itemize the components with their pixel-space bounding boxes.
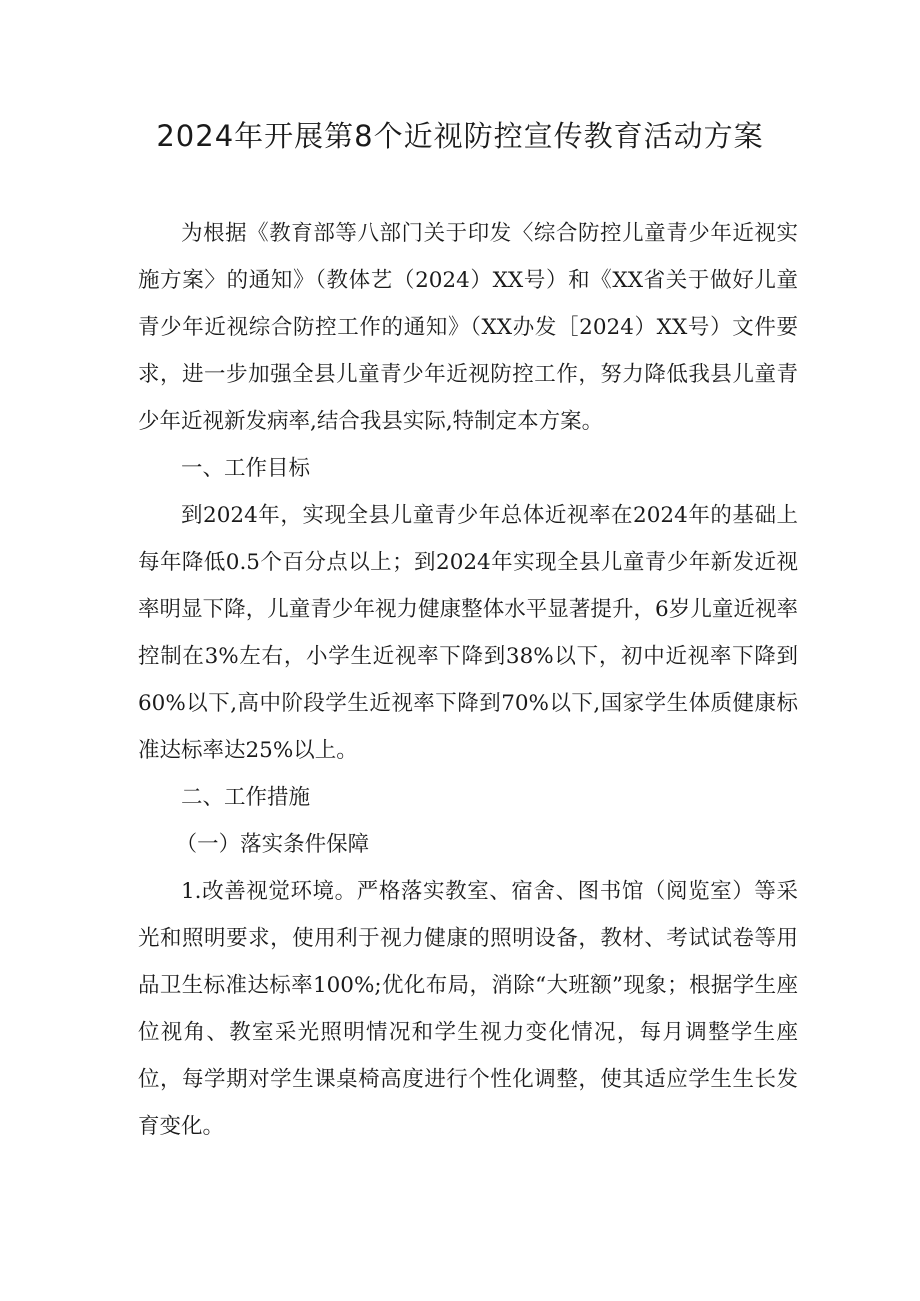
document-title: 2024年开展第8个近视防控宣传教育活动方案 xyxy=(156,119,764,153)
measure-item-1-paragraph: 1.改善视觉环境。严格落实教室、宿舍、图书馆（阅览室）等采光和照明要求，使用利于视力健康的照明设备，教材、考试试卷等用品卫生标准达标率100%;优化布局，消除“大班额”现象；根据学生座位视角、教室采光照明情况和学生视力变化情况，每月调整学生座位，每学期对学生课桌椅高度进行个性化调整，使其适应学生生长发育变化。 xyxy=(138,879,798,1139)
subsection-heading-conditions: （一）落实条件保障 xyxy=(175,832,370,857)
section-heading-measures: 二、工作措施 xyxy=(181,785,311,810)
intro-paragraph: 为根据《教育部等八部门关于印发〈综合防控儿童青少年近视实施方案〉的通知》（教体艺（2024）XX号）和《XX省关于做好儿童青少年近视综合防控工作的通知》（XX办发［2024）XX号）文件要求，进一步加强全县儿童青少年近视防控工作，努力降低我县儿童青少年近视新发病率,结合我县实际,特制定本方案。 xyxy=(138,221,798,434)
section-heading-goals: 一、工作目标 xyxy=(181,456,311,481)
document-body xyxy=(138,210,798,1150)
goals-paragraph: 到2024年，实现全县儿童青少年总体近视率在2024年的基础上每年降低0.5个百分点以上；到2024年实现全县儿童青少年新发近视率明显下降，儿童青少年视力健康整体水平显著提升，6岁儿童近视率控制在3%左右，小学生近视率下降到38%以下，初中近视率下降到60%以下,高中阶段学生近视率下降到70%以下,国家学生体质健康标准达标率达25%以上。 xyxy=(138,503,798,763)
